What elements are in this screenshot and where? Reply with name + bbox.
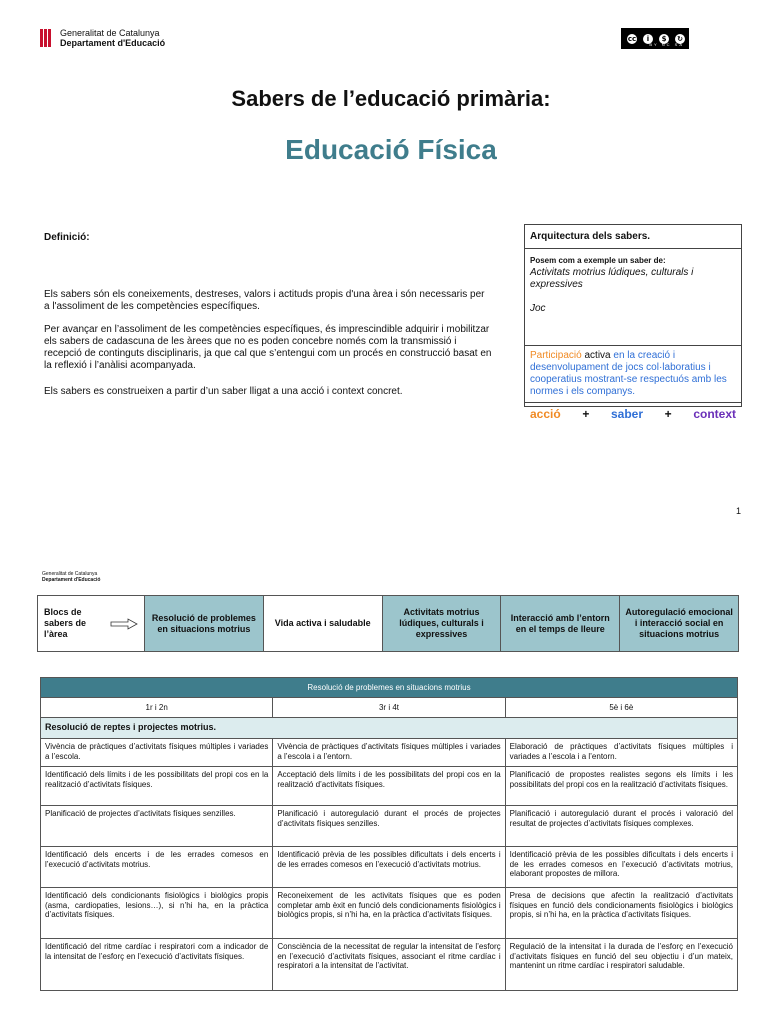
blocs-lead-cell [38,596,145,652]
table-cell: Identificació del ritme cardíac i respiratori com a indicador de la intensitat de l’esforç en l’execució d’activitats físiques. [41,939,273,991]
table-cell: Identificació dels límits i de les possibilitats del propi cos en la realització d’activitats físiques. [41,767,273,806]
definition-label: Definició: [44,232,90,243]
cycle-header: 5è i 6è [505,698,737,718]
table-cell: Vivència de pràctiques d’activitats físiques múltiples i variades a l’escola i a l’entorn. [273,739,505,767]
table-row [41,767,738,806]
definition-paragraph-1: Els sabers són els coneixements, destreses, valors i actituds propis d'una àrea i són necessaris per a l'assoliment de les competències específiques. [44,289,485,312]
logo-small-line1: Generalitat de Catalunya [42,571,98,577]
blocs-table [37,595,739,652]
definition-paragraph-2: Per avançar en l’assoliment de les competències específiques, és imprescindible adquirir i mobilitzar els sabers de cadascuna de les àrees que no es poden concebre només com la transmissió i recepció de continguts disciplinaris, ja que cal que s’entengui com un procés en construcció basat en la reflexió i l’anàlisi acompanyada. [44,324,492,371]
table-cell: Identificació prèvia de les possibles dificultats i dels encerts i de les errades comesos en l’execució d’activitats motrius. [273,847,505,888]
generalitat-logo [40,28,165,48]
logo-line1: Generalitat de Catalunya [60,28,160,38]
subject-title: Educació Física [285,134,497,165]
table-row [41,847,738,888]
blocs-lead: Blocs de sabers de l’àrea [44,607,87,639]
phrase-context: en la creació i desenvolupament de jocs col·laboratius i cooperatius mostrant-se respectuós amb les normes i els companys. [530,350,727,397]
formula-plus-1: + [582,407,590,421]
example-topic: Joc [530,303,546,314]
page-number: 1 [736,506,742,516]
table-cell: Reconeixement de les activitats físiques que es poden completar amb èxit en funció dels condicionaments fisiològics i biològics propis, si n’hi ha, en la pràctica d’activitats físiques. [273,888,505,939]
example-intro: Posem com a exemple un saber de: [530,256,666,265]
bloc-item: Interacció amb l’entorn en el temps de lleure [501,596,620,652]
sa-icon: ↻ [673,32,687,46]
table-cell: Identificació prèvia de les possibles dificultats i dels encerts i de les errades comesos en l’execució d’activitats motrius, elaborant propostes de millora. [505,847,737,888]
nc-icon: $ [657,32,671,46]
table-cell: Presa de decisions que afectin la realització d’activitats físiques en funció dels condicionaments fisiològics i biològics propis, si n’hi ha, en la pràctica d’activitats físiques. [505,888,737,939]
logo-line2: Departament d'Educació [60,38,166,48]
table-cell: Identificació dels encerts i de les errades comesos en l’execució d’activitats motrius. [41,847,273,888]
formula-accio: acció [530,407,561,421]
table-row [41,888,738,939]
senyera-icon [40,29,54,47]
creative-commons-license-icon [621,28,689,49]
bloc-item: Resolució de problemes en situacions motrius [145,596,264,652]
bloc-item: Autoregulació emocional i interacció social en situacions motrius [620,596,739,652]
example-phrase [525,346,741,403]
cc-icon: cc [625,32,639,46]
table-cell: Acceptació dels límits i de les possibilitats del propi cos en la realització d’activitats físiques. [273,767,505,806]
table-cell: Regulació de la intensitat i la durada de l’esforç en l’execució d’activitats físiques en funció del seu objectiu i d’un mateix, mantenint un ritme cardíac i respiratori saludable. [505,939,737,991]
table-cell: Elaboració de pràctiques d’activitats físiques múltiples i variades a l’escola i a l’entorn. [505,739,737,767]
table-cell: Consciència de la necessitat de regular la intensitat de l’esforç en l’execució d’activitats físiques, associant el ritme cardíac i respiratori a la intensitat de l’activitat. [273,939,505,991]
phrase-action: Participació [530,350,582,361]
architecture-formula [525,403,741,425]
definition-paragraph-3: Els sabers es construeixen a partir d’un saber lligat a una acció i context concret. [44,386,403,397]
table-row [41,939,738,991]
architecture-box [524,224,742,421]
table-cell: Vivència de pràctiques d’activitats físiques múltiples i variades a l’escola. [41,739,273,767]
table-title: Resolució de problemes en situacions motrius [41,678,738,698]
phrase-saber: activa [581,350,611,361]
table-cell: Identificació dels condicionants fisiològics i biològics propis (asma, cardiopaties, lesions…), si n’hi ha, en la pràctica d’activitats físiques. [41,888,273,939]
section-title: Resolució de reptes i projectes motrius. [41,718,738,739]
table-cell: Planificació i autoregulació durant el procés de projectes d’activitats físiques senzilles. [273,806,505,847]
arrow-right-icon [110,618,138,630]
logo-small-line2: Departament d'Educació [42,577,101,583]
cycle-header: 3r i 4t [273,698,505,718]
license-text: BY NC SA [649,42,684,47]
bloc-item: Activitats motrius lúdiques, culturals i expressives [382,596,501,652]
table-cell: Planificació de propostes realistes segons els límits i les possibilitats del propi cos en la realització d’activitats físiques. [505,767,737,806]
table-cell: Planificació i autoregulació durant el procés i valoració del resultat de projectes d’activitats físiques complexes. [505,806,737,847]
architecture-example [525,249,741,346]
table-row [41,739,738,767]
sabers-table [40,677,738,991]
table-cell: Planificació de projectes d’activitats físiques senzilles. [41,806,273,847]
formula-saber: saber [610,407,644,421]
generalitat-logo-small [42,571,100,583]
table-row [41,806,738,847]
by-icon: i [641,32,655,46]
bloc-item: Vida activa i saludable [263,596,382,652]
cycle-header: 1r i 2n [41,698,273,718]
architecture-title: Arquitectura dels sabers. [525,225,741,249]
page-title: Sabers de l’educació primària: [231,86,551,111]
formula-context: context [693,407,736,421]
formula-plus-2: + [664,407,672,421]
example-block: Activitats motrius lúdiques, culturals i expressives [530,267,694,290]
